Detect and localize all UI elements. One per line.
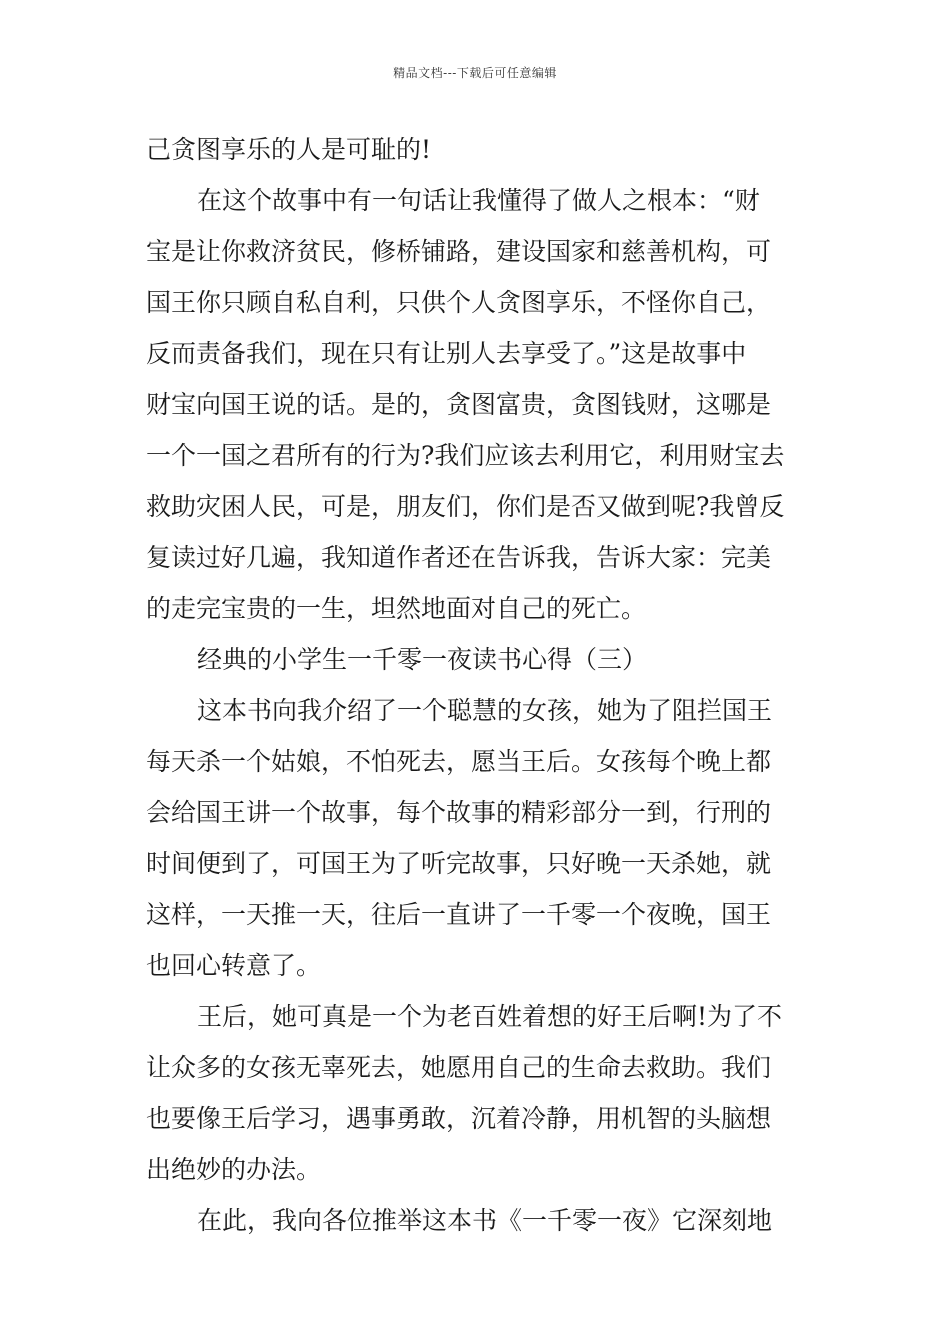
text-line: 国王你只顾自私自利，只供个人贪图享乐，不怪你自己， (146, 288, 772, 317)
text-line: 在这个故事中有一句话让我懂得了做人之根本：“财 (197, 186, 760, 215)
page-header: 精品文档---下载后可任意编辑 (393, 66, 557, 80)
text-line: 出绝妙的办法。 (146, 1155, 322, 1184)
text-line: 宝是让你救济贫民，修桥铺路，建设国家和慈善机构，可 (146, 237, 772, 266)
text-line: 己贪图享乐的人是可耻的! (146, 135, 432, 164)
text-line: 反而责备我们，现在只有让别人去享受了。”这是故事中 (146, 339, 747, 368)
text-line: 经典的小学生一千零一夜读书心得（三） (197, 645, 648, 674)
text-line: 让众多的女孩无辜死去，她愿用自己的生命去救助。我们 (146, 1053, 772, 1082)
text-line: 每天杀一个姑娘，不怕死去，愿当王后。女孩每个晚上都 (146, 747, 772, 776)
text-line: 也回心转意了。 (146, 951, 322, 980)
text-line: 时间便到了，可国王为了听完故事，只好晚一天杀她，就 (146, 849, 772, 878)
text-line: 这本书向我介绍了一个聪慧的女孩，她为了阻拦国王 (197, 696, 773, 725)
text-line: 也要像王后学习，遇事勇敢，沉着冷静，用机智的头脑想 (146, 1104, 772, 1133)
text-line: 救助灾困人民，可是，朋友们，你们是否又做到呢?我曾反 (146, 492, 785, 521)
text-line: 一个一国之君所有的行为?我们应该去利用它，利用财宝去 (146, 441, 785, 470)
text-line: 在此，我向各位推举这本书《一千零一夜》它深刻地 (197, 1206, 773, 1235)
document-body (146, 124, 806, 1246)
text-line: 这样，一天推一天，往后一直讲了一千零一个夜晚，国王 (146, 900, 772, 929)
text-line: 会给国王讲一个故事，每个故事的精彩部分一到，行刑的 (146, 798, 772, 827)
text-line: 财宝向国王说的话。是的，贪图富贵，贪图钱财，这哪是 (146, 390, 772, 419)
text-line: 复读过好几遍，我知道作者还在告诉我，告诉大家：完美 (146, 543, 772, 572)
text-line: 王后，她可真是一个为老百姓着想的好王后啊!为了不 (197, 1002, 783, 1031)
text-line: 的走完宝贵的一生，坦然地面对自己的死亡。 (146, 594, 647, 623)
